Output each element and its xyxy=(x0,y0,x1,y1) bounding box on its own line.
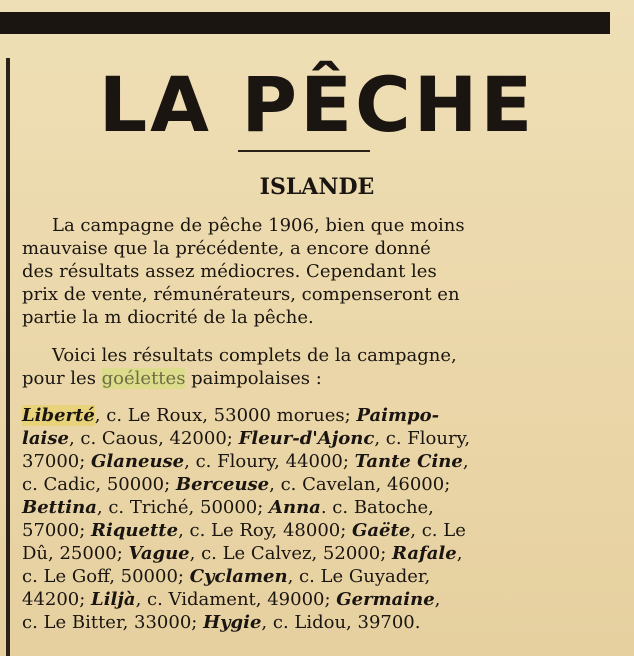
text-line xyxy=(22,367,618,390)
ship-name: Vague xyxy=(128,543,190,564)
text-span: , c. Triché, 50000; xyxy=(96,497,270,518)
ship-name: laise xyxy=(22,428,69,449)
text-span: , c. Caous, 42000; xyxy=(68,428,239,449)
text-line xyxy=(22,450,618,473)
text-span: c. Cadic, 50000; xyxy=(22,474,176,495)
text-span: c. Le Goff, 50000; xyxy=(22,566,190,587)
text-span: paimpolaises : xyxy=(185,368,322,389)
text-span: , c. Lidou, 39700. xyxy=(261,612,421,633)
text-line: prix de vente, rémunérateurs, compenseront en xyxy=(22,284,460,305)
text-span: , xyxy=(462,451,469,472)
highlighted-word: Liberté xyxy=(22,405,95,426)
text-span: 44200; xyxy=(22,589,92,610)
text-span: , c. Cavelan, 46000; xyxy=(269,474,451,495)
ship-name: Gaëte xyxy=(352,520,411,541)
text-line: La campagne de pêche 1906, bien que moins xyxy=(52,215,465,236)
text-line xyxy=(22,404,618,427)
text-span: pour les xyxy=(22,368,102,389)
top-rule xyxy=(0,12,610,34)
paragraph-intro xyxy=(22,214,618,329)
ship-name: Glaneuse xyxy=(91,451,185,472)
text-line xyxy=(22,473,618,496)
ship-name: Bettina xyxy=(22,497,97,518)
text-span: c. Le Bitter, 33000; xyxy=(22,612,204,633)
text-line xyxy=(22,542,618,565)
ship-name: Hygie xyxy=(203,612,262,633)
ship-name: Paimpo- xyxy=(356,405,440,426)
text-span: , c. Le Guyader, xyxy=(287,566,431,587)
text-span: , c. Floury, xyxy=(374,428,471,449)
text-span: 37000; xyxy=(22,451,92,472)
section-heading: ISLANDE xyxy=(259,174,375,200)
text-line xyxy=(22,565,618,588)
text-line xyxy=(22,496,618,519)
highlighted-word: goélettes xyxy=(101,368,186,389)
text-line: Voici les résultats complets de la campagne, xyxy=(52,345,457,366)
text-span: . c. Batoche, xyxy=(320,497,434,518)
paragraph-results-list xyxy=(22,404,618,634)
text-span: , c. Le Calvez, 52000; xyxy=(189,543,392,564)
text-line xyxy=(22,588,618,611)
text-line xyxy=(22,611,618,634)
text-line: mauvaise que la précédente, a encore donné xyxy=(22,238,431,259)
text-span: , c. Le Roy, 48000; xyxy=(178,520,353,541)
ship-name: Fleur-d'Ajonc xyxy=(238,428,375,449)
text-line: partie la m diocrité de la pêche. xyxy=(22,307,314,328)
ship-name: Anna xyxy=(269,497,321,518)
text-line: des résultats assez médiocres. Cependant les xyxy=(22,261,437,282)
paragraph-results-intro xyxy=(22,344,618,390)
ship-name: Riquette xyxy=(91,520,179,541)
text-span: , c. Vidament, 49000; xyxy=(135,589,337,610)
text-span: Dû, 25000; xyxy=(22,543,129,564)
ship-name: Germaine xyxy=(336,589,435,610)
text-span: , c. Floury, 44000; xyxy=(184,451,355,472)
article-headline: LA PÊCHE xyxy=(98,60,536,149)
text-span: , xyxy=(456,543,463,564)
ship-name: Tante Cine xyxy=(354,451,463,472)
text-span: 57000; xyxy=(22,520,92,541)
text-line xyxy=(22,427,618,450)
ship-name: Rafale xyxy=(391,543,457,564)
text-line xyxy=(22,519,618,542)
ship-name: Liljà xyxy=(91,589,136,610)
ship-name: Berceuse xyxy=(175,474,270,495)
text-span: , xyxy=(434,589,441,610)
text-span: , c. Le xyxy=(410,520,466,541)
ship-name: Cyclamen xyxy=(189,566,288,587)
headline-separator xyxy=(238,150,370,152)
text-span: , c. Le Roux, 53000 morues; xyxy=(94,405,357,426)
